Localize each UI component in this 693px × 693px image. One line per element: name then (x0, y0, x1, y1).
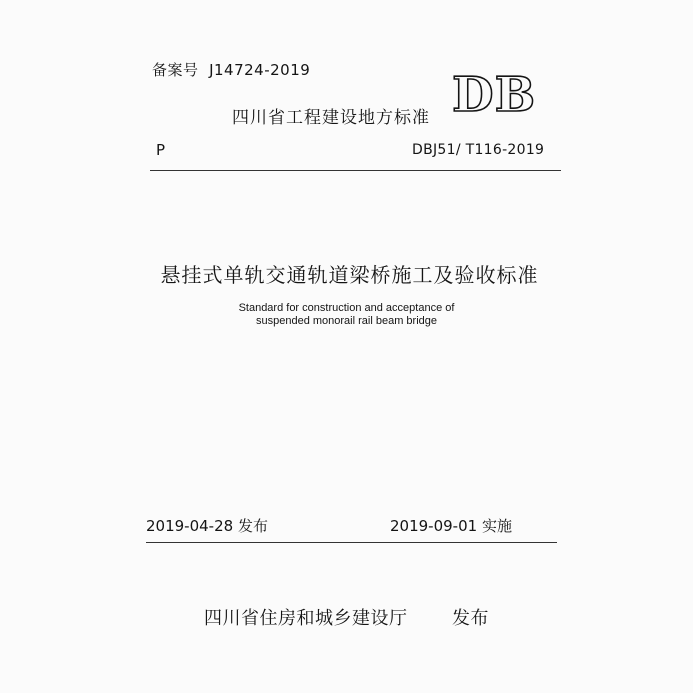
category-code: P (156, 141, 166, 159)
issuing-authority: 四川省住房和城乡建设厅 (204, 608, 408, 629)
standard-type: 四川省工程建设地方标准 (232, 108, 430, 128)
document-title-en (0, 302, 693, 328)
issue-date: 2019-04-28 (146, 517, 234, 535)
footer-issue-label: 发布 (452, 608, 489, 629)
standard-number: DBJ51/ T116-2019 (412, 142, 545, 158)
title-en-line-2: suspended monorail rail beam bridge (256, 315, 437, 327)
implement-date-line (390, 515, 512, 536)
title-en-line-1: Standard for construction and acceptance of (238, 302, 455, 314)
db-logo: DB (452, 67, 537, 123)
issue-date-line (146, 515, 268, 536)
implement-date: 2019-09-01 (390, 517, 478, 535)
date-divider (146, 542, 557, 543)
document-title-zh: 悬挂式单轨交通轨道梁桥施工及验收标准 (160, 263, 539, 287)
record-number-line (152, 59, 310, 80)
implement-date-label: 实施 (481, 517, 512, 535)
record-number: J14724-2019 (209, 61, 311, 79)
issue-date-label: 发布 (237, 517, 268, 535)
top-divider (150, 170, 561, 171)
record-label: 备案号 (152, 61, 199, 79)
